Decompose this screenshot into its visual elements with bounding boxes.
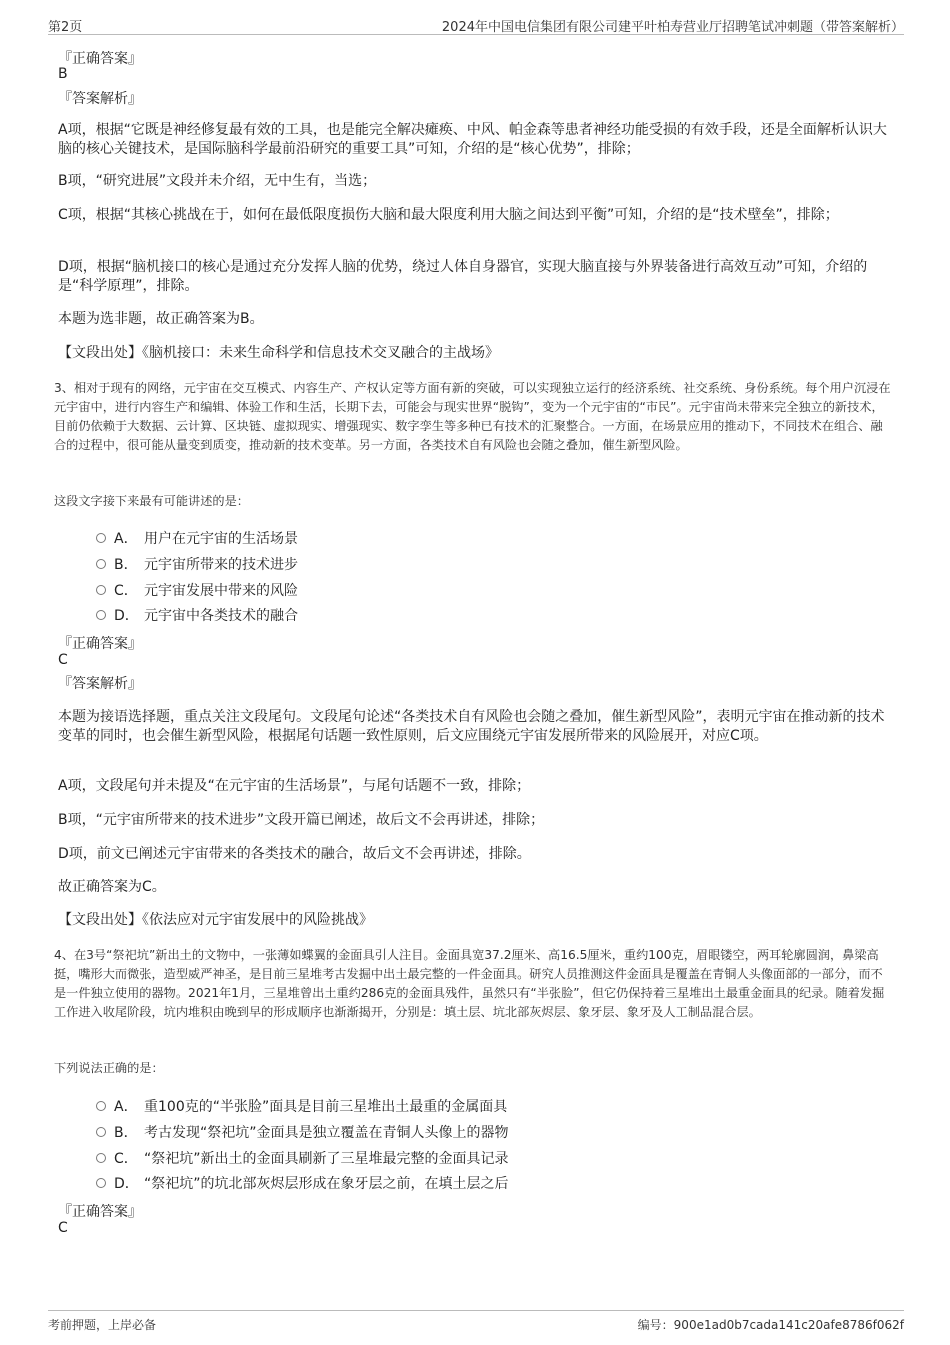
correct-answer-value: C [58,652,68,668]
source-citation: 【文段出处】《脑机接口：未来生命科学和信息技术交叉融合的主战场》 [58,345,499,361]
option-b[interactable]: B． 元宇宙所带来的技术进步 [96,554,298,574]
option-d[interactable]: D． 元宇宙中各类技术的融合 [96,605,298,625]
analysis-paragraph: 故正确答案为C。 [58,879,166,895]
analysis-paragraph: D项，前文已阐述元宇宙带来的各类技术的融合，故后文不会再讲述，排除。 [58,846,531,862]
correct-answer-value: C [58,1220,68,1236]
radio-icon[interactable] [96,1153,106,1163]
option-b[interactable]: B． 考古发现“祭祀坑”金面具是独立覆盖在青铜人头像上的器物 [96,1122,509,1142]
option-c[interactable]: C． 元宇宙发展中带来的风险 [96,580,298,600]
radio-icon[interactable] [96,1101,106,1111]
correct-answer-label: 『正确答案』 [58,1204,142,1220]
radio-icon[interactable] [96,533,106,543]
question-text: 4、在3号“祭祀坑”新出土的文物中，一张薄如蝶翼的金面具引人注目。金面具宽37.2厘米、高16.5厘米，重约100克，眉眼镂空，两耳轮廓圆润，鼻梁高挺，嘴形大而微张，造型威严神圣，是目前三星堆考古发掘中出土最完整的一件金面具。研究人员推测这件金面具是覆盖在青铜人头像面部的一部分，而不是一件独立使用的器物。2021年1月，三星堆曾出土重约286克的金面具残件，虽然只有“半张脸”，但它仍保持着三星堆出土最重金面具的纪录。随着发掘工作进入收尾阶段，坑内堆积由晚到早的形成顺序也渐渐揭开，分别是：填土层、坑北部灰烬层、象牙层、象牙及人工制品混合层。 [54,948,885,1019]
correct-answer-value: B [58,66,68,82]
analysis-paragraph: B项，“研究进展”文段并未介绍，无中生有，当选； [58,173,377,189]
page-footer [48,1310,904,1335]
question-prompt: 下列说法正确的是： [54,1061,164,1075]
radio-icon[interactable] [96,585,106,595]
analysis-paragraph: 本题为选非题，故正确答案为B。 [58,311,264,327]
option-d[interactable]: D． “祭祀坑”的坑北部灰烬层形成在象牙层之前，在填土层之后 [96,1173,509,1193]
option-a[interactable]: A． 重100克的“半张脸”面具是目前三星堆出土最重的金属面具 [96,1096,507,1116]
correct-answer-label: 『正确答案』 [58,51,142,67]
footer-slogan: 考前押题，上岸必备 [48,1318,157,1332]
correct-answer-label: 『正确答案』 [58,636,142,652]
analysis-paragraph: A项，文段尾句并未提及“在元宇宙的生活场景”，与尾句话题不一致，排除； [58,778,531,794]
source-citation: 【文段出处】《依法应对元宇宙发展中的风险挑战》 [58,912,373,928]
analysis-paragraph: B项，“元宇宙所带来的技术进步”文段开篇已阐述，故后文不会再讲述，排除； [58,812,545,828]
page-header [48,14,904,35]
question-prompt: 这段文字接下来最有可能讲述的是： [54,494,249,508]
question-text: 3、相对于现有的网络，元宇宙在交互模式、内容生产、产权认定等方面有新的突破，可以实现独立运行的经济系统、社交系统、身份系统。每个用户沉浸在元宇宙中，进行内容生产和编辑、体验工作和生活，长期下去，可能会与现实世界“脱钩”，变为一个元宇宙的“市民”。元宇宙尚未带来完全独立的新技术，目前仍依赖于大数据、云计算、区块链、虚拟现实、增强现实、数字孪生等多种已有技术的汇聚整合。一方面，在场景应用的推动下，不同技术在组合、融合的过程中，很可能从量变到质变，推动新的技术变革。另一方面，各类技术自有风险也会随之叠加，催生新型风险。 [54,381,891,452]
radio-icon[interactable] [96,1127,106,1137]
page-number: 第2页 [48,20,83,35]
option-a[interactable]: A． 用户在元宇宙的生活场景 [96,528,298,548]
document-code: 编号：900e1ad0b7cada141c20afe8786f062f [637,1318,904,1332]
analysis-paragraph: C项，根据“其核心挑战在于，如何在最低限度损伤大脑和最大限度利用大脑之间达到平衡”可知，介绍的是“技术壁垒”，排除； [58,207,839,223]
radio-icon[interactable] [96,610,106,620]
analysis-label: 『答案解析』 [58,676,142,692]
analysis-label: 『答案解析』 [58,91,142,107]
option-c[interactable]: C． “祭祀坑”新出土的金面具刷新了三星堆最完整的金面具记录 [96,1148,509,1168]
analysis-paragraph: A项，根据“它既是神经修复最有效的工具，也是能完全解决瘫痪、中风、帕金森等患者神经功能受损的有效手段，还是全面解析认识大脑的核心关键技术，是国际脑科学最前沿研究的重要工具”可知，介绍的是“核心优势”，排除； [58,122,887,157]
analysis-paragraph: 本题为接语选择题，重点关注文段尾句。文段尾句论述“各类技术自有风险也会随之叠加，催生新型风险”，表明元宇宙在推动新的技术变革的同时，也会催生新型风险，根据尾句话题一致性原则，后文应围绕元宇宙发展所带来的风险展开，对应C项。 [58,709,885,744]
document-title: 2024年中国电信集团有限公司建平叶柏寿营业厅招聘笔试冲刺题（带答案解析） [441,20,904,35]
analysis-paragraph: D项，根据“脑机接口的核心是通过充分发挥人脑的优势，绕过人体自身器官，实现大脑直接与外界装备进行高效互动”可知，介绍的是“科学原理”，排除。 [58,259,868,294]
radio-icon[interactable] [96,559,106,569]
radio-icon[interactable] [96,1178,106,1188]
